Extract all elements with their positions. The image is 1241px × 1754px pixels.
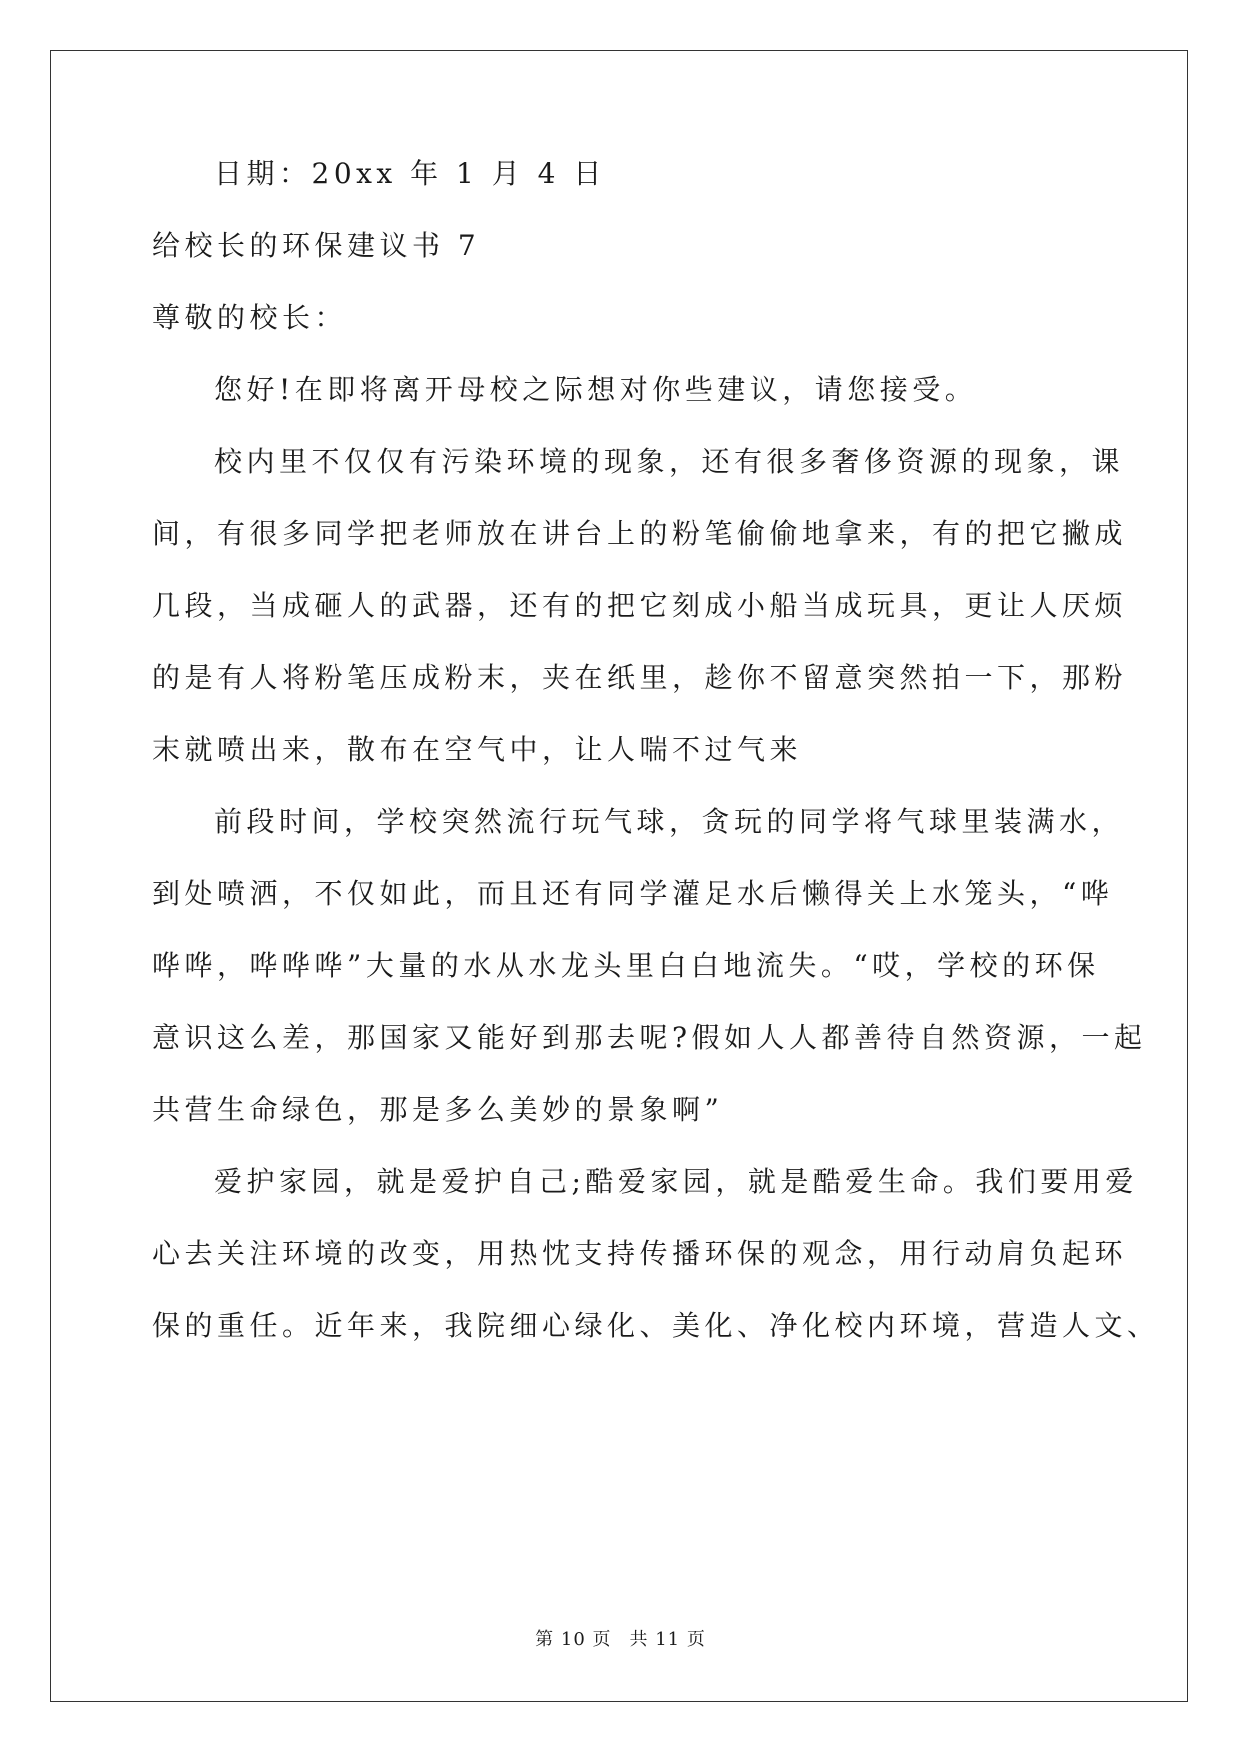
paragraph-line: 心去关注环境的改变，用热忱支持传播环保的观念，用行动肩负起环 — [152, 1237, 1128, 1270]
paragraph-line: 共营生命绿色，那是多么美妙的景象啊” — [152, 1093, 724, 1126]
paragraph-line: 末就喷出来，散布在空气中，让人喘不过气来 — [152, 733, 803, 766]
date-line: 日期：20xx 年 1 月 4 日 — [214, 157, 606, 190]
paragraph-line: 意识这么差，那国家又能好到那去呢?假如人人都善待自然资源，一起 — [152, 1021, 1147, 1054]
paragraph-line: 到处喷洒，不仅如此，而且还有同学灌足水后懒得关上水笼头，“哗 — [152, 877, 1114, 910]
paragraph-line: 保的重任。近年来，我院细心绿化、美化、净化校内环境，营造人文、 — [152, 1309, 1160, 1342]
paragraph-line: 哗哗，哗哗哗”大量的水从水龙头里白白地流失。“哎，学校的环保 — [152, 949, 1100, 982]
paragraph-line: 您好!在即将离开母校之际想对你些建议，请您接受。 — [214, 373, 978, 406]
paragraph-line: 前段时间，学校突然流行玩气球，贪玩的同学将气球里装满水， — [214, 805, 1125, 838]
letter-title: 给校长的环保建议书 7 — [152, 229, 481, 262]
paragraph-line: 校内里不仅仅有污染环境的现象，还有很多奢侈资源的现象，课 — [214, 445, 1125, 478]
paragraph-line: 的是有人将粉笔压成粉末，夹在纸里，趁你不留意突然拍一下，那粉 — [152, 661, 1128, 694]
salutation: 尊敬的校长： — [152, 301, 348, 334]
paragraph-line: 爱护家园，就是爱护自己;酷爱家园，就是酷爱生命。我们要用爱 — [214, 1165, 1138, 1198]
paragraph-line: 间，有很多同学把老师放在讲台上的粉笔偷偷地拿来，有的把它撇成 — [152, 517, 1128, 550]
page-footer — [0, 1628, 1241, 1652]
total-page-count: 共 11 页 — [629, 1629, 706, 1650]
paragraph-line: 几段，当成砸人的武器，还有的把它刻成小船当成玩具，更让人厌烦 — [152, 589, 1128, 622]
current-page-number: 第 10 页 — [535, 1629, 612, 1650]
